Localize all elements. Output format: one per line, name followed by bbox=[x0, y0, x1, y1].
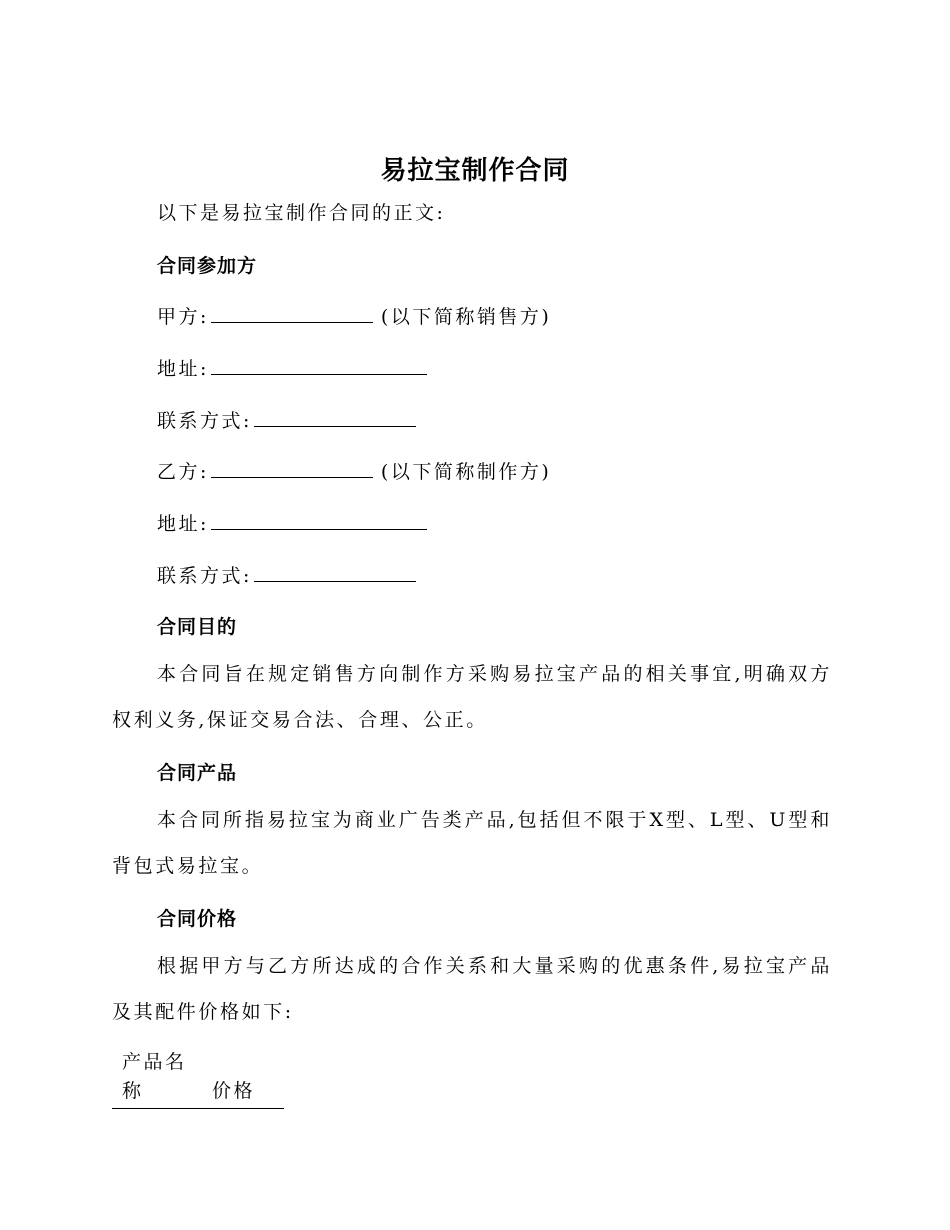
party-a-address-blank bbox=[211, 356, 427, 375]
party-b-contact-blank bbox=[254, 563, 416, 582]
party-b-label: 乙方: bbox=[157, 461, 209, 483]
party-a-contact-line bbox=[157, 406, 424, 433]
document-title: 易拉宝制作合同 bbox=[380, 156, 570, 186]
party-a-contact-blank bbox=[254, 408, 416, 427]
party-a-address-label: 地址: bbox=[157, 358, 209, 380]
party-b-address-line bbox=[157, 509, 435, 536]
product-heading: 合同产品 bbox=[157, 762, 238, 784]
product-paragraph: 本合同所指易拉宝为商业广告类产品,包括但不限于X型、L型、U型和背包式易拉宝。 bbox=[112, 809, 832, 877]
parties-heading: 合同参加方 bbox=[157, 255, 258, 277]
intro-text: 以下是易拉宝制作合同的正文: bbox=[157, 202, 446, 224]
price-table bbox=[112, 1048, 284, 1109]
party-a-address-line bbox=[157, 354, 435, 381]
table-header-price: 价格 bbox=[212, 1080, 256, 1102]
party-b-address-blank bbox=[211, 511, 427, 530]
purpose-heading: 合同目的 bbox=[157, 616, 238, 638]
party-b-contact-line bbox=[157, 561, 424, 588]
party-a-label: 甲方: bbox=[157, 306, 209, 328]
party-b-contact-label: 联系方式: bbox=[157, 565, 252, 587]
price-paragraph: 根据甲方与乙方所达成的合作关系和大量采购的优惠条件,易拉宝产品及其配件价格如下: bbox=[112, 955, 832, 1023]
party-a-contact-label: 联系方式: bbox=[157, 410, 252, 432]
party-b-address-label: 地址: bbox=[157, 513, 209, 535]
party-b-line bbox=[157, 457, 551, 484]
party-a-line bbox=[157, 302, 551, 329]
party-a-note: (以下简称销售方) bbox=[380, 306, 552, 328]
party-a-blank bbox=[211, 304, 373, 323]
party-b-blank bbox=[211, 459, 373, 478]
table-header-product-name: 产品名称 bbox=[122, 1051, 187, 1102]
price-heading: 合同价格 bbox=[157, 908, 238, 930]
party-b-note: (以下简称制作方) bbox=[380, 461, 552, 483]
purpose-paragraph: 本合同旨在规定销售方向制作方采购易拉宝产品的相关事宜,明确双方权利义务,保证交易合法、合理、公正。 bbox=[112, 663, 832, 731]
